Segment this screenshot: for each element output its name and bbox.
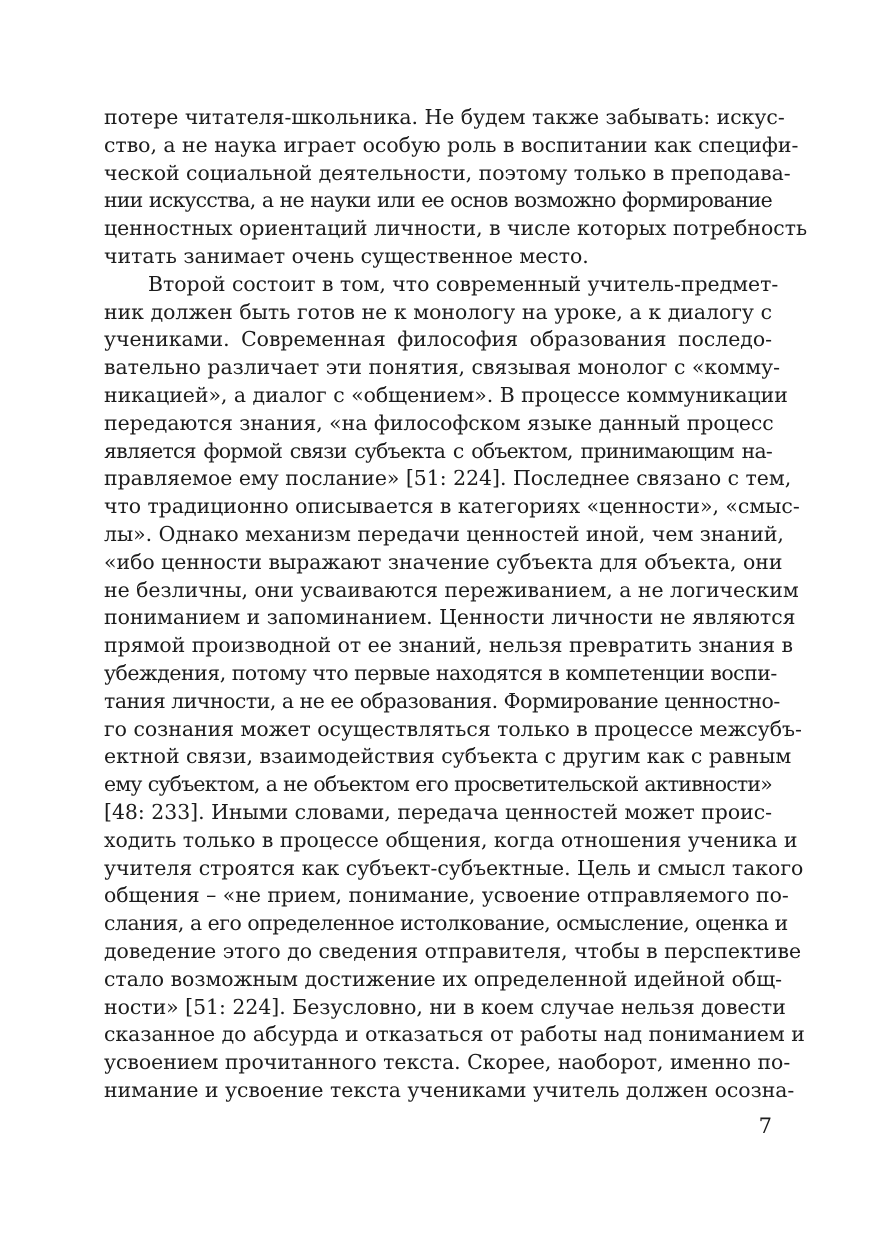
text-line: [48: 233]. Иными словами, передача ценностей может проис- [104, 799, 772, 824]
text-line: не безличны, они усваиваются переживанием, а не логическим [104, 577, 799, 602]
text-line: ходить только в процессе общения, когда отношения ученика и [104, 827, 798, 852]
text-line: что традиционно описывается в категориях «ценности», «смыс- [104, 494, 800, 519]
text-line: общения – «не прием, понимание, усвоение отправляемого по- [104, 883, 789, 908]
text-line: вательно различает эти понятия, связывая монолог с «комму- [104, 355, 781, 380]
text-line: учениками. Современная философия образования последо- [104, 327, 772, 352]
text-line: слания, а его определенное истолкование, осмысление, оценка и [104, 911, 788, 936]
text-line: стало возможным достижение их определенной идейной общ- [104, 966, 783, 991]
text-line: является формой связи субъекта с объектом, принимающим на- [104, 438, 772, 463]
text-line: нимание и усвоение текста учениками учитель должен осозна- [104, 1077, 795, 1102]
text-line: тания личности, а не ее образования. Формирование ценностно- [104, 688, 780, 713]
text-line: ценностных ориентаций личности, в числе которых потребность [104, 216, 808, 241]
body-text [104, 104, 808, 1105]
text-line: ности» [51: 224]. Безусловно, ни в коем случае нельзя довести [104, 994, 786, 1019]
text-line: правляемое ему послание» [51: 224]. Последнее связано с тем, [104, 466, 792, 491]
text-line: сказанное до абсурда и отказаться от работы над пониманием и [104, 1022, 805, 1047]
text-line: ческой социальной деятельности, поэтому только в преподава- [104, 160, 791, 185]
text-line: потере читателя-школьника. Не будем также забывать: искус- [104, 105, 785, 129]
page-number: 7 [758, 1114, 772, 1138]
text-line: пониманием и запоминанием. Ценности личности не являются [104, 605, 796, 630]
text-line: го сознания может осуществляться только в процессе межсубъ- [104, 716, 802, 741]
text-line: «ибо ценности выражают значение субъекта для объекта, они [104, 549, 783, 574]
text-line: ектной связи, взаимодействия субъекта с другим как с равным [104, 744, 792, 769]
text-line: читать занимает очень существенное место. [104, 243, 589, 268]
text-line: никацией», а диалог с «общением». В процессе коммуникации [104, 382, 788, 407]
text-line: доведение этого до сведения отправителя, чтобы в перспективе [104, 938, 802, 963]
paragraph-first-line: Второй состоит в том, что современный учитель-предмет- [148, 271, 779, 296]
text-line: убеждения, потому что первые находятся в компетенции воспи- [104, 660, 777, 685]
text-line: усвоением прочитанного текста. Скорее, наоборот, именно по- [104, 1050, 791, 1075]
text-line: прямой производной от ее знаний, нельзя превратить знания в [104, 633, 794, 658]
text-line: учителя строятся как субъект-субъектные. Цель и смысл такого [104, 855, 804, 880]
text-line: нии искусства, а не науки или ее основ возможно формирование [104, 188, 772, 213]
text-line: ник должен быть готов не к монологу на уроке, а к диалогу с [104, 299, 772, 324]
text-line: лы». Однако механизм передачи ценностей иной, чем знаний, [104, 521, 784, 546]
text-line: ему субъектом, а не объектом его просветительской активности» [104, 772, 772, 797]
text-line: ство, а не наука играет особую роль в воспитании как специфи- [104, 132, 799, 157]
text-line: передаются знания, «на философском языке данный процесс [104, 410, 774, 435]
